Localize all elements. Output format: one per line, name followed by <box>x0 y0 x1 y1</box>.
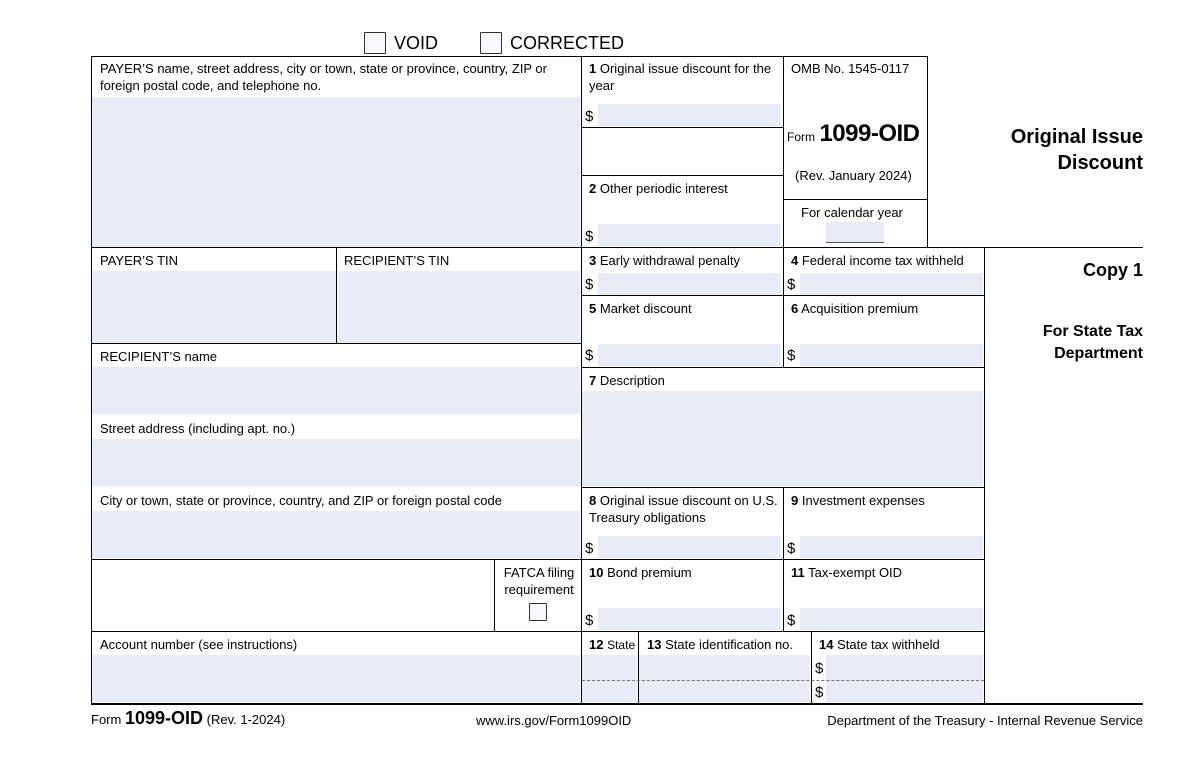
omb-form-prefix: Form <box>787 130 815 144</box>
box6-text: Acquisition premium <box>801 301 919 316</box>
box4-input[interactable] <box>800 273 983 295</box>
box7-input[interactable] <box>582 391 983 486</box>
row-line-559 <box>91 559 984 560</box>
box13-label <box>647 636 793 653</box>
fatca-label: FATCA filing requirement <box>503 565 575 597</box>
payer-input[interactable] <box>92 97 580 247</box>
box7-text: Description <box>599 373 665 388</box>
box8-input[interactable] <box>598 536 781 558</box>
box1-dollar: $ <box>585 108 594 125</box>
box5-label <box>589 300 692 317</box>
copy-label: Copy 1 <box>1082 260 1143 280</box>
box6-label <box>791 300 918 317</box>
recipient-name-input[interactable] <box>92 367 580 414</box>
box11-input[interactable] <box>800 608 983 630</box>
box14-dollar-2: $ <box>815 684 824 701</box>
box5-dollar: $ <box>585 347 594 364</box>
box4-text: Federal income tax withheld <box>801 253 964 268</box>
box1-input[interactable] <box>598 104 781 126</box>
street-label: Street address (including apt. no.) <box>100 421 296 436</box>
form-title <box>960 124 1143 176</box>
box11-number: 11 <box>791 565 805 580</box>
box12-number: 12 <box>589 637 604 652</box>
recipient-tin-input[interactable] <box>338 271 580 343</box>
box11-label <box>791 564 902 581</box>
tin-divider <box>336 247 337 343</box>
box5-number: 5 <box>589 301 597 316</box>
state-row-dash <box>582 680 984 681</box>
box10-number: 10 <box>589 565 604 580</box>
box10-input[interactable] <box>598 608 781 630</box>
box14-number: 14 <box>819 637 834 652</box>
omb-rev: (Rev. January 2024) <box>795 168 912 183</box>
box1-number: 1 <box>589 61 597 76</box>
box7-label <box>589 372 665 389</box>
box2-dollar: $ <box>585 228 594 245</box>
box6-dollar: $ <box>787 347 796 364</box>
box13-number: 13 <box>647 637 662 652</box>
city-input[interactable] <box>92 511 580 558</box>
form-border-right <box>984 247 985 704</box>
box8-dollar: $ <box>585 540 594 557</box>
box10-label <box>589 564 692 581</box>
row-line-631 <box>91 631 984 632</box>
corrected-label: CORRECTED <box>510 33 625 53</box>
footer-form-prefix: Form <box>91 712 122 727</box>
form-border-top <box>91 56 928 57</box>
omb-form-number: 1099-OID <box>819 120 920 147</box>
box2-number: 2 <box>589 181 597 196</box>
box2-label <box>589 180 779 197</box>
box3-text: Early withdrawal penalty <box>599 253 741 268</box>
box4-number: 4 <box>791 253 799 268</box>
tin-bottom <box>91 343 581 344</box>
col-divider-main <box>581 56 582 704</box>
copy-dept: For State Tax Department <box>1042 323 1143 362</box>
box14-dollar-1: $ <box>815 660 824 677</box>
street-input[interactable] <box>92 439 580 486</box>
box12-text: State <box>607 638 636 652</box>
box3-input[interactable] <box>598 273 781 295</box>
account-input[interactable] <box>92 655 580 702</box>
form-border-left <box>91 56 92 704</box>
box13-input[interactable] <box>639 655 810 702</box>
box8-text: Original issue discount on U.S. Treasury obligations <box>589 493 778 525</box>
box11-text: Tax-exempt OID <box>808 565 903 580</box>
omb-form-id <box>787 120 920 148</box>
corrected-checkbox[interactable] <box>480 32 502 54</box>
omb-number: OMB No. 1545-0117 <box>791 61 910 76</box>
box10-dollar: $ <box>585 612 594 629</box>
box2-input[interactable] <box>598 224 781 246</box>
box4-dollar: $ <box>787 276 796 293</box>
footer-form-number: 1099-OID <box>124 708 204 728</box>
box12-input[interactable] <box>582 655 637 702</box>
box5-text: Market discount <box>599 301 692 316</box>
box12-label <box>589 636 635 654</box>
footer-url[interactable]: www.irs.gov/Form1099OID <box>476 713 632 728</box>
void-checkbox[interactable] <box>364 32 386 54</box>
box4-label <box>791 252 984 269</box>
box6-number: 6 <box>791 301 799 316</box>
box9-text: Investment expenses <box>801 493 925 508</box>
calendar-year-label: For calendar year <box>801 205 903 220</box>
form-title-line1: Original Issue <box>1010 126 1143 148</box>
calendar-year-input[interactable] <box>826 222 884 242</box>
box7-number: 7 <box>589 373 597 388</box>
box14-label <box>819 636 940 653</box>
payer-label: PAYER’S name, street address, city or town, state or province, country, ZIP or foreign postal code, and telephone no. <box>100 61 547 93</box>
box9-number: 9 <box>791 493 799 508</box>
box3-dollar: $ <box>585 276 594 293</box>
box9-label <box>791 492 925 509</box>
box1-bottom <box>581 127 783 128</box>
box5-input[interactable] <box>598 344 781 366</box>
box8-number: 8 <box>589 493 597 508</box>
omb-border-right <box>927 56 928 248</box>
box14-input[interactable] <box>826 655 983 702</box>
box2-top <box>581 175 783 176</box>
box14-text: State tax withheld <box>837 637 940 652</box>
box9-input[interactable] <box>800 536 983 558</box>
box1-label <box>589 60 779 94</box>
recipient-name-label: RECIPIENT’S name <box>100 349 218 364</box>
payer-tin-label: PAYER’S TIN <box>100 253 179 268</box>
void-label: VOID <box>394 33 439 53</box>
box13-text: State identification no. <box>665 637 794 652</box>
fatca-divider <box>494 559 495 631</box>
form-border-bottom <box>91 703 1143 705</box>
footer-agency: Department of the Treasury - Internal Revenue Service <box>827 713 1143 728</box>
payer-tin-input[interactable] <box>92 271 336 343</box>
box3-label <box>589 252 784 269</box>
calendar-year-underline <box>826 242 884 243</box>
box13-divider <box>811 631 812 704</box>
col-divider-box1 <box>783 56 784 248</box>
box10-text: Bond premium <box>607 565 692 580</box>
box12-divider <box>638 631 639 704</box>
box6-input[interactable] <box>800 344 983 366</box>
box8-label <box>589 492 779 526</box>
account-label: Account number (see instructions) <box>100 637 298 652</box>
row-line-1 <box>91 247 1143 248</box>
recipient-tin-label: RECIPIENT’S TIN <box>344 253 450 268</box>
box56-bottom <box>581 367 984 368</box>
footer-form-id <box>91 708 285 729</box>
city-label: City or town, state or province, country, and ZIP or foreign postal code <box>100 493 502 508</box>
omb-divider <box>783 199 927 200</box>
fatca-checkbox[interactable] <box>529 603 547 621</box>
box9-dollar: $ <box>787 540 796 557</box>
box2-text: Other periodic interest <box>599 181 728 196</box>
form-title-line2: Discount <box>1057 152 1143 174</box>
box11-dollar: $ <box>787 612 796 629</box>
box3-number: 3 <box>589 253 597 268</box>
box1-text: Original issue discount for the year <box>589 61 772 93</box>
footer-form-rev: (Rev. 1-2024) <box>206 712 286 727</box>
